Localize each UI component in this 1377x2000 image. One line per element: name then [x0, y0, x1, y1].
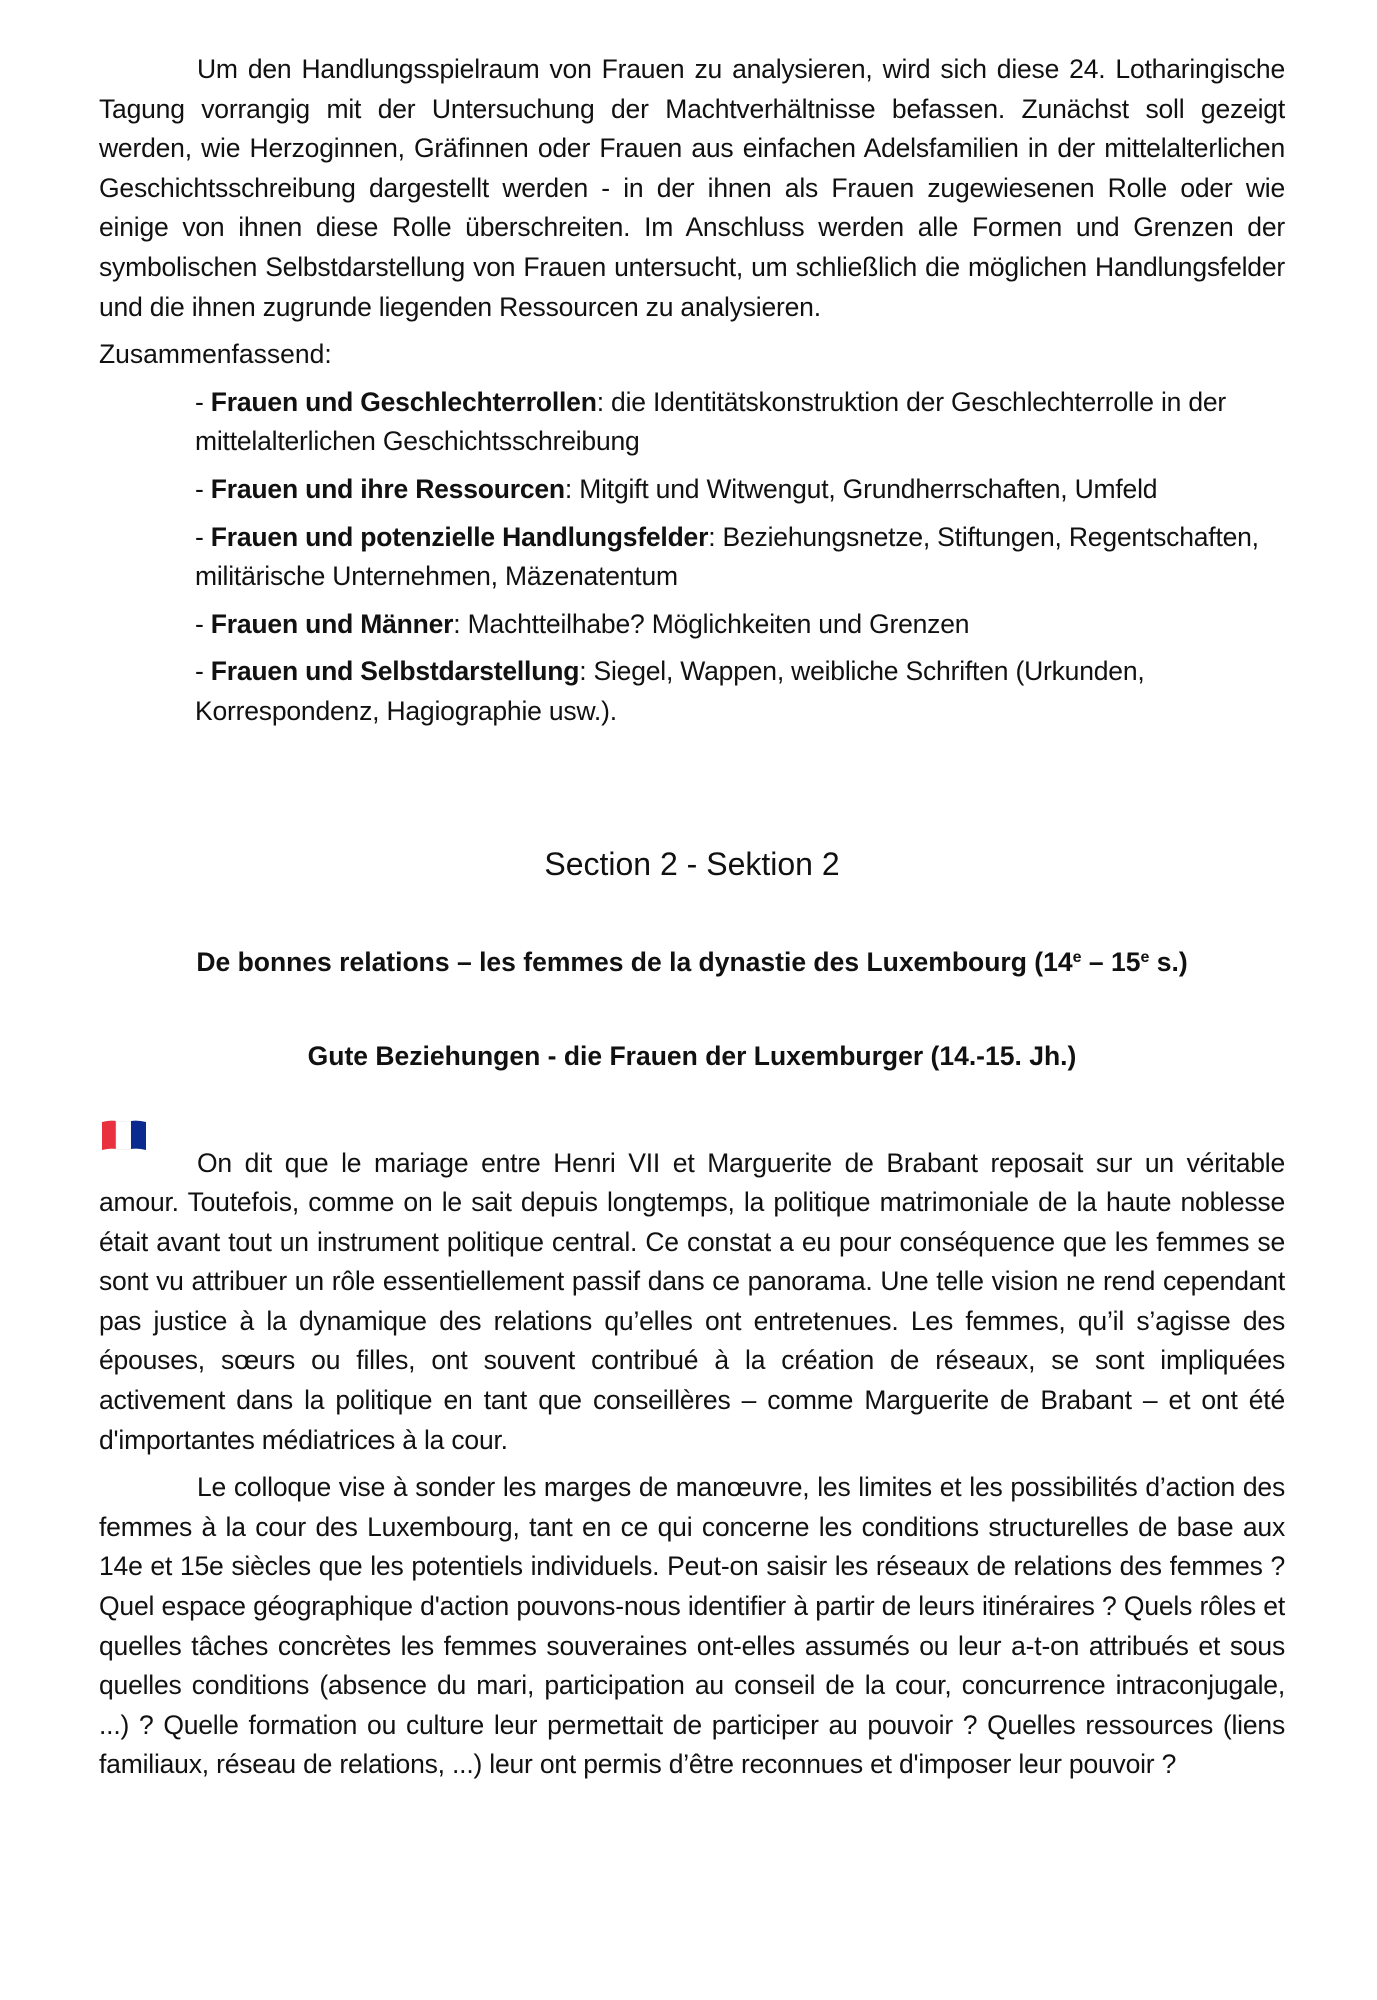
superscript: e [1072, 948, 1082, 966]
item-topic: Frauen und Männer [210, 608, 454, 639]
summary-item [195, 518, 1285, 597]
item-description: : die Identitätskonstruktion der Geschlechterrolle in der mittelalterlichen Geschichtsschreibung [195, 386, 1227, 457]
item-topic: Frauen und Selbstdarstellung [210, 656, 580, 687]
subtitle-text: s.) [1149, 946, 1188, 977]
item-prefix: - [195, 608, 211, 639]
summary-list [195, 383, 1285, 732]
summary-item [195, 383, 1285, 462]
french-subtitle [99, 944, 1285, 980]
summary-item [195, 470, 1285, 510]
superscript: e [1140, 948, 1150, 966]
item-description: : Siegel, Wappen, weibliche Schriften (Urkunden, Korrespondenz, Hagiographie usw.). [195, 656, 1145, 726]
summary-label: Zusammenfassend: [99, 339, 332, 370]
item-topic: Frauen und Geschlechterrollen [210, 386, 597, 417]
german-intro-paragraph: Um den Handlungsspielraum von Frauen zu analysieren, wird sich diese 24. Lotharingische Tagung vorrangig mit der Untersuchung der Machtverhältnisse befassen. Zunächst soll gezeigt werden, wie Herzoginnen, Gräfinnen oder Frauen aus einfachen Adelsfamilien in der mittelalterlichen Geschichtsschreibung dargestellt werden - in der ihnen als Frauen zugewiesenen Rolle oder wie einige von ihnen diese Rolle überschreiten. Im Anschluss werden alle Formen und Grenzen der symbolischen Selbstdarstellung von Frauen untersucht, um schließlich die möglichen Handlungsfelder und die ihnen zugrunde liegenden Ressourcen zu analysieren. [99, 54, 1285, 322]
summary-item [195, 605, 1285, 645]
item-description: : Machtteilhabe? Möglichkeiten und Grenzen [453, 608, 970, 639]
item-prefix: - [195, 521, 211, 552]
item-description: : Beziehungsnetze, Stiftungen, Regentschaften, militärische Unternehmen, Mäzenatentum [195, 521, 1259, 592]
item-prefix: - [195, 473, 211, 504]
subtitle-text: – 15 [1081, 946, 1141, 977]
french-flag-icon [100, 1118, 148, 1152]
item-prefix: - [195, 386, 211, 417]
document-page [99, 50, 1285, 1785]
french-paragraph-2: Le colloque vise à sonder les marges de manœuvre, les limites et les possibilités d’action des femmes à la cour des Luxembourg, tant en ce qui concerne les conditions structurelles de base aux 14e et 15e siècles que les potentiels individuels. Peut-on saisir les réseaux de relations des femmes ? Quel espace géographique d'action pouvons-nous identifier à partir de leurs itinéraires ? Quels rôles et quelles tâches concrètes les femmes souveraines ont-elles assumés ou leur a-t-on attribués et sous quelles conditions (absence du mari, participation au conseil de la cour, concurrence intraconjugale, ...) ? Quelle formation ou culture leur permettait de participer au pouvoir ? Quelles ressources (liens familiaux, réseau de relations, ...) leur ont permis d’être reconnues et d'imposer leur pouvoir ? [99, 1472, 1285, 1780]
subtitle-text: De bonnes relations – les femmes de la dynastie des Luxembourg (14 [196, 946, 1073, 977]
section-title: Section 2 - Sektion 2 [544, 845, 840, 882]
french-text-block [99, 1144, 1285, 1786]
french-paragraph-1: On dit que le mariage entre Henri VII et Marguerite de Brabant reposait sur un véritable amour. Toutefois, comme on le sait depuis longtemps, la politique matrimoniale de la haute noblesse était avant tout un instrument politique central. Ce constat a eu pour conséquence que les femmes se sont vu attribuer un rôle essentiellement passif dans ce panorama. Une telle vision ne rend cependant pas justice à la dynamique des relations qu’elles ont entretenues. Les femmes, qu’il s’agisse des épouses, sœurs ou filles, ont souvent contribué à la création de réseaux, se sont impliquées activement dans la politique en tant que conseillères – comme Marguerite de Brabant – et ont été d'importantes médiatrices à la cour. [99, 1147, 1285, 1455]
item-prefix: - [195, 656, 211, 687]
item-topic: Frauen und potenzielle Handlungsfelder [210, 521, 709, 552]
item-topic: Frauen und ihre Ressourcen [210, 473, 565, 504]
item-description: : Mitgift und Witwengut, Grundherrschaften, Umfeld [564, 473, 1158, 504]
summary-item [195, 652, 1285, 731]
german-subtitle: Gute Beziehungen - die Frauen der Luxemburger (14.-15. Jh.) [307, 1040, 1077, 1071]
